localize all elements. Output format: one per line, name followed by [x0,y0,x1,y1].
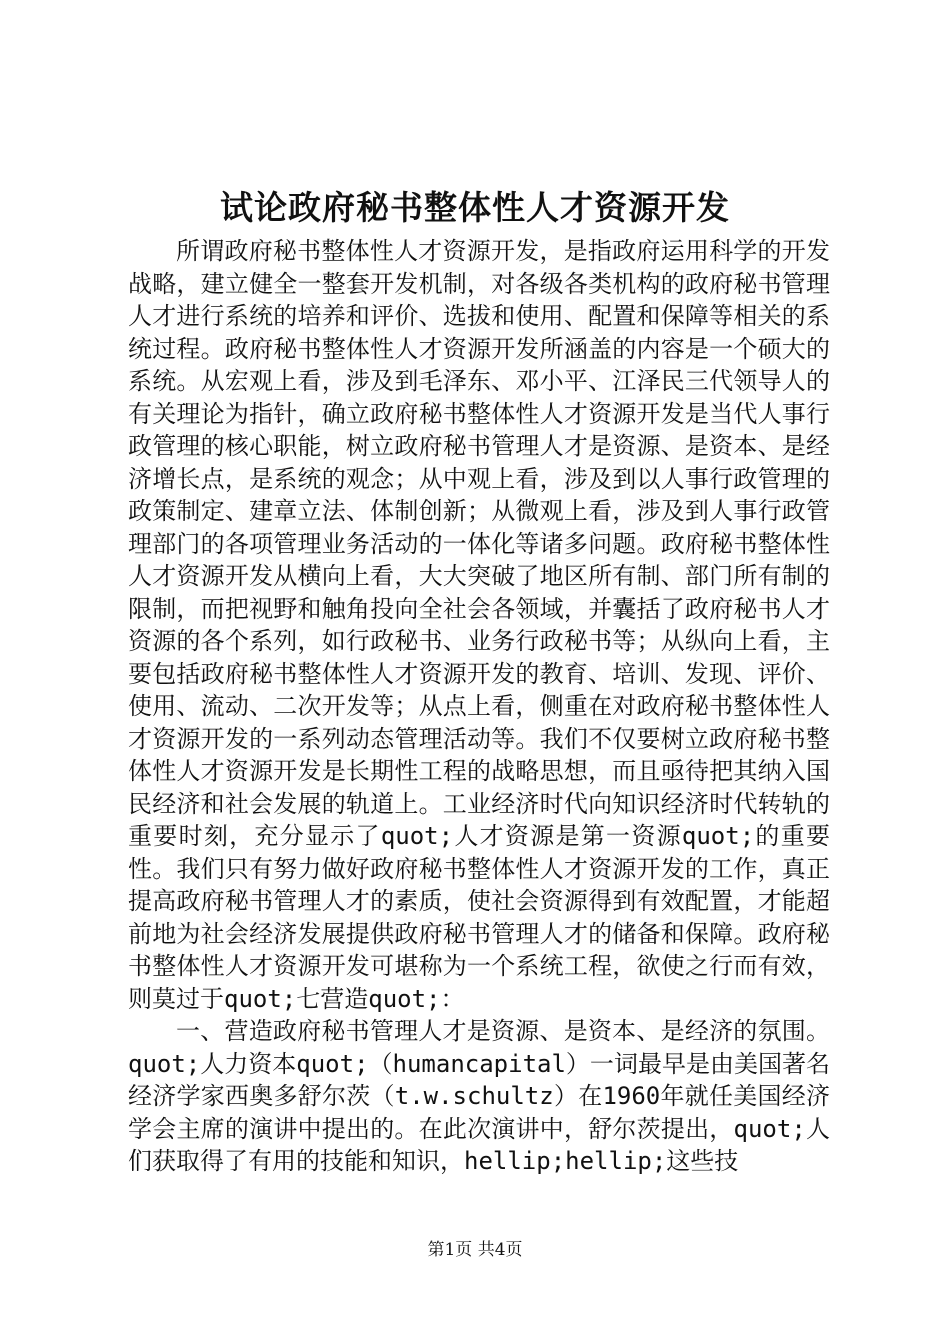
document-title: 试论政府秘书整体性人才资源开发 [220,188,730,227]
body-paragraph-1: 所谓政府秘书整体性人才资源开发，是指政府运用科学的开发战略，建立健全一整套开发机制，对各级各类机构的政府秘书管理人才进行系统的培养和评价、选拔和使用、配置和保障等相关的系统过程。政府秘书整体性人才资源开发所涵盖的内容是一个硕大的系统。从宏观上看，涉及到毛泽东、邓小平、江泽民三代领导人的有关理论为指针，确立政府秘书整体性人才资源开发是当代人事行政管理的核心职能，树立政府秘书管理人才是资源、是资本、是经济增长点，是系统的观念；从中观上看，涉及到以人事行政管理的政策制定、建章立法、体制创新；从微观上看，涉及到人事行政管理部门的各项管理业务活动的一体化等诸多问题。政府秘书整体性人才资源开发从横向上看，大大突破了地区所有制、部门所有制的限制，而把视野和触角投向全社会各领域，并囊括了政府秘书人才资源的各个系列，如行政秘书、业务行政秘书等；从纵向上看，主要包括政府秘书整体性人才资源开发的教育、培训、发现、评价、使用、流动、二次开发等；从点上看，侧重在对政府秘书整体性人才资源开发的一系列动态管理活动等。我们不仅要树立政府秘书整体性人才资源开发是长期性工程的战略思想，而且亟待把其纳入国民经济和社会发展的轨道上。工业经济时代向知识经济时代转轨的重要时刻，充分显示了quot;人才资源是第一资源quot;的重要性。我们只有努力做好政府秘书整体性人才资源开发的工作，真正提高政府秘书管理人才的素质，使社会资源得到有效配置，才能超前地为社会经济发展提供政府秘书管理人才的储备和保障。政府秘书整体性人才资源开发可堪称为一个系统工程，欲使之行而有效，则莫过于quot;七营造quot;： [128,237,830,1013]
document-body [128,235,830,1185]
page-number-footer: 第1页 共4页 [427,1240,523,1260]
body-paragraph-2: 一、营造政府秘书管理人才是资源、是资本、是经济的氛围。quot;人力资本quot;（humancapital）一词最早是由美国著名经济学家西奥多舒尔茨（t.w.schultz）在1960年就任美国经济学会主席的演讲中提出的。在此次演讲中，舒尔茨提出，quot;人们获取得了有用的技能和知识，hellip;hellip;这些技 [128,1017,830,1175]
